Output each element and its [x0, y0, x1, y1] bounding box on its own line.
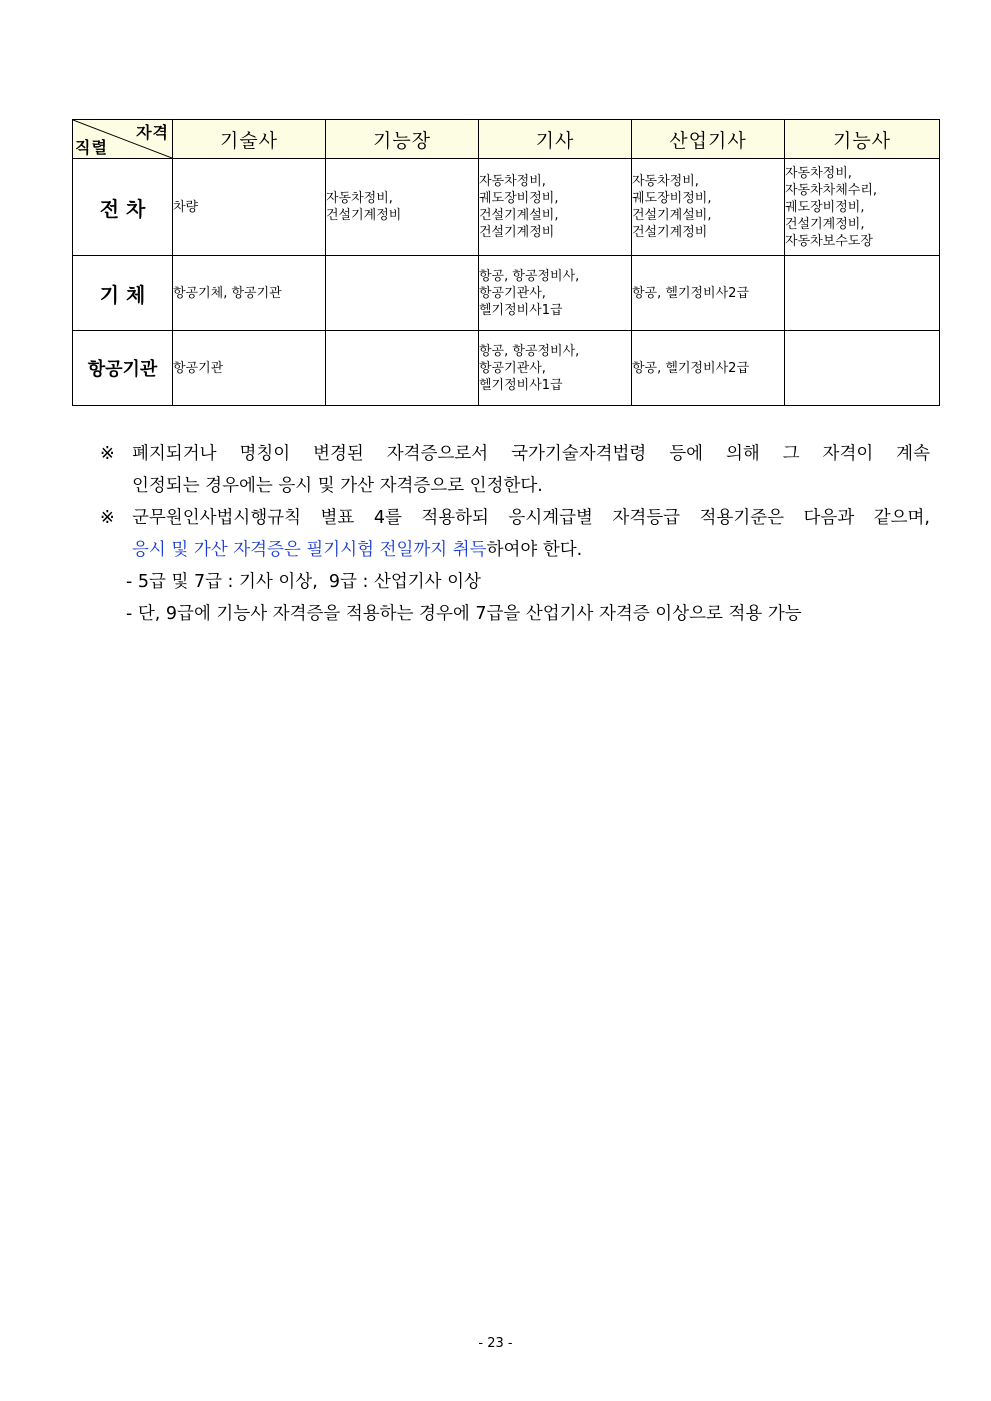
note-text-line — [132, 534, 930, 566]
table-cell — [173, 159, 326, 256]
cell-line: 자동차정비, — [632, 174, 699, 189]
column-header: 기사 — [479, 120, 632, 159]
table-cell — [479, 331, 632, 406]
row-header: 전 차 — [73, 159, 173, 256]
cell-line: 건설기계설비, — [632, 208, 712, 223]
cell-line: 항공, 헬기정비사2급 — [632, 285, 749, 301]
table-row — [73, 256, 940, 331]
table-cell — [173, 331, 326, 406]
dash-item: - 단, 9급에 기능사 자격증을 적용하는 경우에 7급을 산업기사 자격증 이상으로 적용 가능 — [126, 604, 802, 624]
table-cell — [785, 256, 940, 331]
cell-line: 항공, 헬기정비사2급 — [632, 360, 749, 376]
note-text: 하여야 한다. — [486, 540, 583, 560]
cell-line: 항공, 항공정비사, — [479, 268, 580, 284]
table-cell — [632, 256, 785, 331]
row-header: 기 체 — [73, 256, 173, 331]
table-cell — [632, 159, 785, 256]
notes-section — [100, 438, 930, 630]
table-cell — [326, 256, 479, 331]
column-header: 산업기사 — [632, 120, 785, 159]
certificate-table — [72, 119, 940, 406]
table-cell — [785, 159, 940, 256]
cell-line: 항공기체, 항공기관 — [173, 285, 282, 301]
cell-line: 건설기계정비 — [326, 208, 402, 223]
cell-line: 헬기정비사1급 — [479, 302, 563, 318]
column-header: 기능사 — [785, 120, 940, 159]
dash-item: - 5급 및 7급 : 기사 이상, 9급 : 산업기사 이상 — [126, 572, 481, 592]
cell-line: 건설기계설비, — [479, 208, 559, 223]
cell-line: 자동차보수도장 — [785, 233, 873, 249]
cell-line: 항공기관 — [173, 360, 224, 376]
note-text: 군무원인사법시행규칙 별표 4를 적용하되 응시계급별 자격등급 적용기준은 다음과 같으며, — [132, 508, 930, 528]
corner-label-series: 직렬 — [75, 138, 108, 157]
cell-line: 항공기관사, — [479, 285, 546, 301]
cell-line: 항공기관사, — [479, 360, 546, 376]
cell-line: 항공, 항공정비사, — [479, 343, 580, 359]
table-cell — [785, 331, 940, 406]
table-cell — [479, 159, 632, 256]
cell-line: 궤도장비정비, — [632, 191, 712, 206]
column-header: 기능장 — [326, 120, 479, 159]
table-cell — [326, 331, 479, 406]
cell-line: 건설기계정비 — [479, 225, 555, 240]
table-row — [73, 331, 940, 406]
reference-mark: ※ — [100, 508, 115, 528]
cell-line: 자동차정비, — [479, 174, 546, 189]
page-number: - 23 - — [478, 1336, 513, 1351]
table-cell — [326, 159, 479, 256]
cell-line: 차량 — [173, 199, 199, 215]
corner-label-qualification: 자격 — [136, 123, 169, 142]
note-item — [100, 438, 930, 502]
cell-line: 자동차정비, — [785, 165, 852, 181]
cell-line: 건설기계정비, — [785, 216, 865, 232]
note-text: 폐지되거나 명칭이 변경된 자격증으로서 국가기술자격법령 등에 의해 그 자격이 계속 — [132, 444, 930, 464]
cell-line: 자동차차체수리, — [785, 182, 878, 198]
column-header: 기술사 — [173, 120, 326, 159]
cell-line: 건설기계정비 — [632, 225, 708, 240]
corner-header-cell — [73, 120, 173, 159]
cell-line: 자동차정비, — [326, 191, 393, 206]
table-header-row — [73, 120, 940, 159]
highlighted-text: 응시 및 가산 자격증은 필기시험 전일까지 취득 — [132, 540, 487, 560]
cell-line: 궤도장비정비, — [479, 191, 559, 206]
table-row — [73, 159, 940, 256]
cell-line: 궤도장비정비, — [785, 199, 865, 215]
table-cell — [173, 256, 326, 331]
table-cell — [479, 256, 632, 331]
reference-mark: ※ — [100, 444, 115, 464]
cell-line: 헬기정비사1급 — [479, 377, 563, 393]
table-cell — [632, 331, 785, 406]
note-item — [100, 502, 930, 566]
note-text: 인정되는 경우에는 응시 및 가산 자격증으로 인정한다. — [132, 476, 543, 496]
row-header: 항공기관 — [73, 331, 173, 406]
